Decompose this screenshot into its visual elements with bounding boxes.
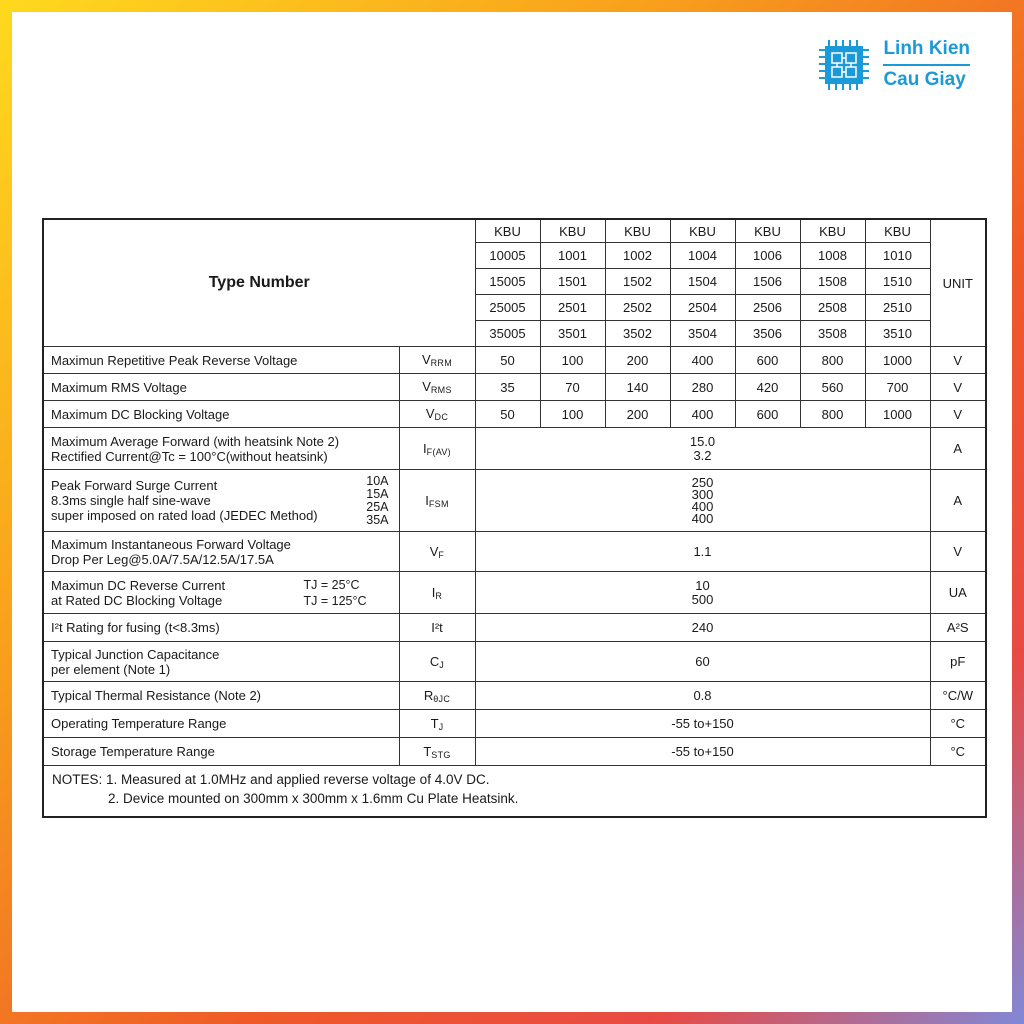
value-line: 240 [691,619,714,635]
symbol-cell [399,710,475,738]
symbol-cell [399,572,475,614]
table-row [43,710,986,738]
symbol-sub: F(AV) [426,446,451,457]
table-row [43,428,986,470]
table-row [43,532,986,572]
unit-cell: A²S [930,614,986,642]
param-cell [43,470,399,532]
type-number-cell: 2501 [540,295,605,321]
type-number-cell: 1004 [670,243,735,269]
unit-cell: V [930,532,986,572]
symbol-main: V [422,379,431,394]
type-number-cell: 3510 [865,321,930,347]
symbol-cell [399,401,475,428]
note-line: NOTES: 1. Measured at 1.0MHz and applied reverse voltage of 4.0V DC. [52,772,490,787]
param-cell [43,401,399,428]
value-cell: 140 [605,374,670,401]
param-line: Maximun DC Reverse Current [51,577,226,593]
value-line: 3.2 [693,447,712,463]
symbol-sub: J [439,659,445,670]
symbol-main: V [429,543,439,559]
symbol-sub: θJC [433,693,451,704]
symbol-sub: F [438,549,445,560]
value-cell: 200 [605,347,670,374]
param-cell [43,710,399,738]
spec-table [42,218,987,818]
param-cell [43,347,399,374]
unit-cell: V [930,374,986,401]
symbol-cell [399,428,475,470]
param-line: Typical Thermal Resistance (Note 2) [51,688,262,703]
value-cell: 420 [735,374,800,401]
value-span-cell [475,470,930,532]
param-side-line: 15A [366,486,389,501]
type-number-cell: 3504 [670,321,735,347]
param-lines [51,578,225,608]
symbol-cell [399,347,475,374]
value-cell: 200 [605,401,670,428]
param-cell [43,374,399,401]
value-line: 250 [691,474,714,490]
notes-cell [43,766,986,818]
symbol-sub: DC [434,412,449,422]
value-cell: 600 [735,347,800,374]
table-row [43,470,986,532]
unit-cell: V [930,401,986,428]
param-cell [43,682,399,710]
value-cell: 400 [670,347,735,374]
brand-cell: KBU [475,219,540,243]
value-cell: 800 [800,401,865,428]
param-side [303,577,394,609]
param-line: Operating Temperature Range [51,716,227,731]
value-cell: 35 [475,374,540,401]
param-line: super imposed on rated load (JEDEC Method) [51,508,318,523]
symbol-main: I²t [431,620,443,635]
symbol-main: T [430,715,439,731]
value-cell: 50 [475,401,540,428]
param-line: Maximum DC Blocking Voltage [51,406,230,422]
chip-icon [819,40,869,90]
brand-cell: KBU [865,219,930,243]
unit-cell: °C [930,738,986,766]
param-line: Storage Temperature Range [51,744,215,759]
value-span-cell [475,642,930,682]
type-number-cell: 2504 [670,295,735,321]
symbol-main: I [425,492,429,508]
unit-header-cell: UNIT [930,219,986,347]
param-line: Maximum RMS Voltage [51,379,187,395]
type-number-cell: 1001 [540,243,605,269]
symbol-main: C [429,653,440,669]
value-cell: 70 [540,374,605,401]
unit-cell: °C/W [930,682,986,710]
value-cell: 1000 [865,401,930,428]
type-number-cell: 3502 [605,321,670,347]
table-row [43,347,986,374]
value-line: 0.8 [693,687,712,703]
param-line: Drop Per Leg@5.0A/7.5A/12.5A/17.5A [51,551,274,567]
type-number-cell: 1010 [865,243,930,269]
type-number-cell: 1502 [605,269,670,295]
param-side-line: 35A [366,512,389,527]
value-span-cell [475,532,930,572]
logo [819,38,970,91]
type-number-cell: 1504 [670,269,735,295]
brand-cell: KBU [670,219,735,243]
value-line: 10 [695,577,710,593]
unit-cell: A [930,470,986,532]
value-line: 60 [695,653,710,669]
table-body [43,347,986,818]
value-line: -55 to+150 [671,743,734,759]
unit-cell: pF [930,642,986,682]
param-line: Maximun Repetitive Peak Reverse Voltage [51,352,298,368]
value-cell: 100 [540,401,605,428]
symbol-main: T [423,743,432,759]
note-line: 2. Device mounted on 300mm x 300mm x 1.6mm Cu Plate Heatsink. [108,791,519,806]
param-line: Typical Junction Capacitance [51,646,220,662]
type-number-cell: 35005 [475,321,540,347]
logo-text [883,38,970,91]
logo-line1: Linh Kien [883,38,970,66]
value-cell: 280 [670,374,735,401]
param-line: at Rated DC Blocking Voltage [51,592,223,608]
type-number-cell: 2502 [605,295,670,321]
value-line: 300 [691,486,714,502]
value-line: 400 [691,510,714,526]
table-row [43,401,986,428]
type-number-cell: 2506 [735,295,800,321]
value-cell: 600 [735,401,800,428]
symbol-main: I [423,440,427,456]
value-span-cell [475,682,930,710]
table-row [43,374,986,401]
param-side-line: TJ = 125°C [303,593,367,608]
table-row [43,682,986,710]
symbol-cell [399,614,475,642]
value-line: -55 to+150 [671,715,734,731]
value-line: 500 [691,591,714,607]
value-cell: 1000 [865,347,930,374]
param-side-line: 25A [366,499,389,514]
symbol-sub: RRM [430,358,453,368]
notes-row [43,766,986,818]
param-flex [51,475,395,527]
value-cell: 800 [800,347,865,374]
type-number-cell: 1501 [540,269,605,295]
type-number-cell: 10005 [475,243,540,269]
type-number-cell: Type Number [43,219,475,347]
param-cell [43,572,399,614]
param-cell [43,532,399,572]
table-row [43,614,986,642]
symbol-main: V [421,352,431,367]
value-cell: 50 [475,347,540,374]
symbol-main: I [431,584,436,600]
value-line: 15.0 [689,433,716,449]
unit-cell: V [930,347,986,374]
unit-cell: A [930,428,986,470]
value-cell: 400 [670,401,735,428]
param-line: Rectified Current@Tc = 100°C(without heatsink) [51,448,328,464]
type-number-cell: 1506 [735,269,800,295]
param-side [366,475,394,527]
value-span-cell [475,428,930,470]
symbol-sub: RMS [430,385,452,395]
symbol-cell [399,374,475,401]
type-number-cell: 1002 [605,243,670,269]
symbol-cell [399,532,475,572]
brand-cell: KBU [800,219,865,243]
symbol-sub: STG [431,749,451,760]
param-line: 8.3ms single half sine-wave [51,493,211,508]
table-header [43,219,986,347]
symbol-main: V [425,406,435,421]
symbol-sub: FSM [428,498,449,509]
header-row [43,219,986,243]
symbol-cell [399,682,475,710]
type-number-cell: 3501 [540,321,605,347]
value-span-cell [475,614,930,642]
brand-cell: KBU [540,219,605,243]
type-number-cell: 2510 [865,295,930,321]
param-side-line: TJ = 25°C [303,577,360,592]
symbol-sub: R [435,590,443,601]
symbol-cell [399,738,475,766]
param-cell [43,642,399,682]
unit-cell: UA [930,572,986,614]
symbol-main: R [423,687,434,703]
value-cell: 700 [865,374,930,401]
logo-line2: Cau Giay [883,69,966,90]
param-line: I²t Rating for fusing (t<8.3ms) [51,620,220,635]
type-number-cell: 3506 [735,321,800,347]
content-area [12,12,1012,1012]
table-row [43,572,986,614]
type-number-cell: 3508 [800,321,865,347]
param-line: Maximum Average Forward (with heatsink Note 2) [51,433,340,449]
brand-cell: KBU [735,219,800,243]
unit-cell: °C [930,710,986,738]
param-line: per element (Note 1) [51,661,171,677]
value-line: 1.1 [693,543,712,559]
type-number-cell: 1510 [865,269,930,295]
value-span-cell [475,738,930,766]
param-cell [43,614,399,642]
value-span-cell [475,710,930,738]
type-number-cell: 2508 [800,295,865,321]
type-number-cell: 1006 [735,243,800,269]
table-row [43,642,986,682]
type-number-cell: 1508 [800,269,865,295]
brand-cell: KBU [605,219,670,243]
param-line: Peak Forward Surge Current [51,478,218,493]
param-side-line: 10A [366,473,389,488]
param-line: Maximum Instantaneous Forward Voltage [51,536,291,552]
param-flex [51,577,395,609]
value-cell: 100 [540,347,605,374]
param-lines [51,478,318,523]
param-cell [43,738,399,766]
value-span-cell [475,572,930,614]
symbol-sub: J [438,721,444,732]
table-row [43,738,986,766]
value-line: 400 [691,498,714,514]
type-number-cell: 1008 [800,243,865,269]
symbol-cell [399,642,475,682]
type-number-cell: 15005 [475,269,540,295]
type-number-cell: 25005 [475,295,540,321]
symbol-cell [399,470,475,532]
value-cell: 560 [800,374,865,401]
param-cell [43,428,399,470]
